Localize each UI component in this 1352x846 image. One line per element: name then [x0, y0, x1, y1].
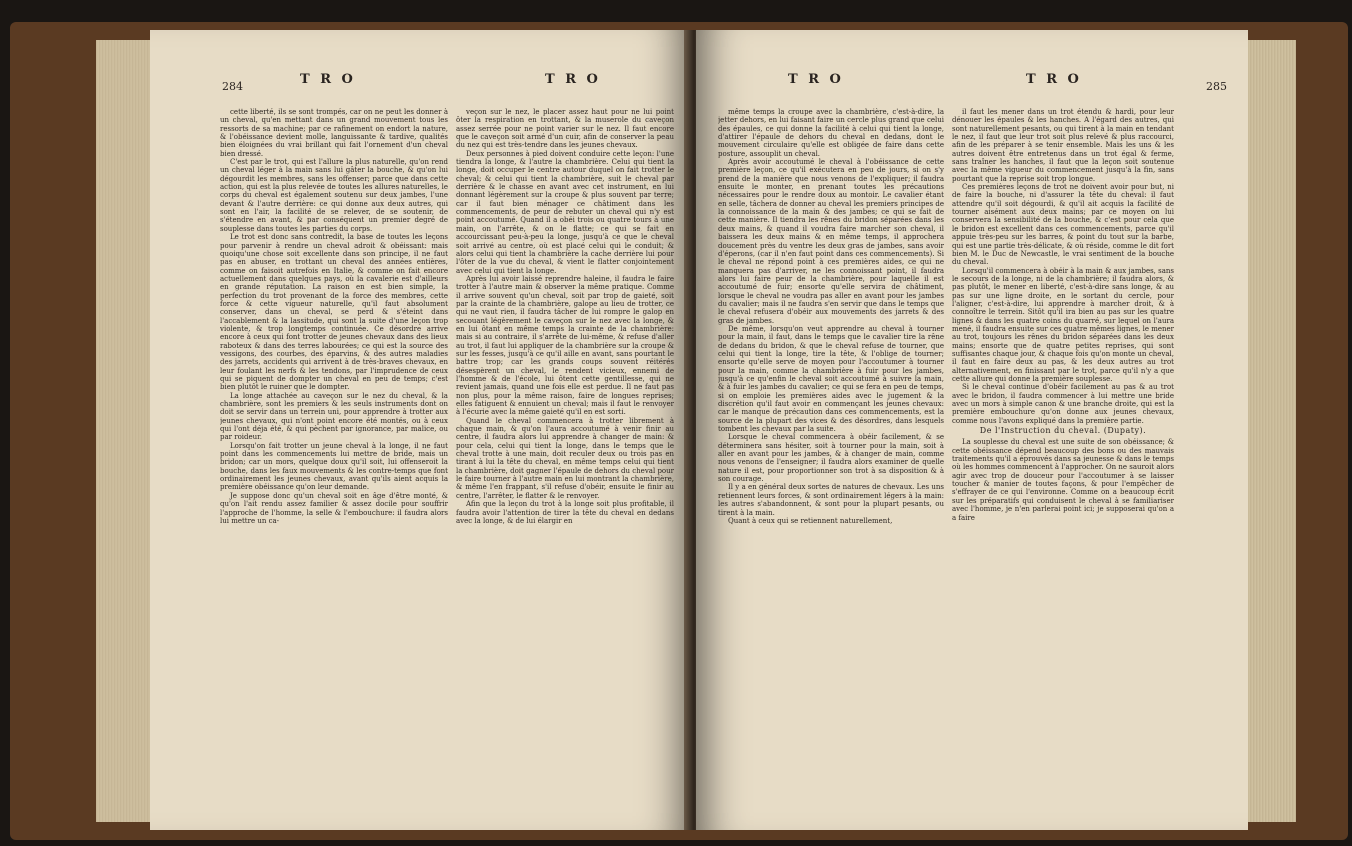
- left-column-1: [220, 108, 448, 830]
- paragraph: Après avoir accoutumé le cheval à l'obéissance de cette première leçon, ce qu'il exécutera en peu de jours, si on s'y prend de la manière que nous venons de l'expliquer; il faudra ensuite le monter, en prenant toutes les précautions nécessaires pour le rendre doux au montoir. Le cavalier étant en selle, tâchera de donner au cheval les premiers principes de la connoissance de la main & des jambes; ce qui se fait de cette manière. Il tiendra les rênes du bridon séparées dans les deux mains, & quand il voudra faire marcher son cheval, il baissera les deux mains & en même temps, il approchera doucement près du ventre les deux gras de jambes, sans avoir d'éperons, (car il n'en faut point dans ces commencements). Si le cheval ne répond point à ces premières aides, ce qui ne manquera pas d'arriver, ne les connoissant point, il faudra alors lui faire peur de la chambrière, pour laquelle il est accoutumé de fuir; ensorte qu'elle servira de châtiment, lorsque le cheval ne voudra pas aller en avant pour les jambes du cavalier; mais il ne faudra s'en servir que dans le temps que le cheval refusera d'obéir aux mouvements des jarrets & des gras de jambes.: [718, 158, 944, 325]
- paragraph: Je suppose donc qu'un cheval soit en âge d'être monté, & qu'on l'ait rendu assez familier & assez docile pour souffrir l'approche de l'homme, la selle & l'embouchure: il faudra alors lui mettre un ca-: [220, 491, 448, 525]
- right-running-head-2: T R O: [1026, 72, 1082, 87]
- paragraph: Si le cheval continue d'obéir facilement au pas & au trot avec le bridon, il faudra commencer à lui mettre une bride avec un mors à simple canon & une branche droite, qui est la première embouchure qu'on donne aux jeunes chevaux, comme nous l'avons expliqué dans la première partie.: [952, 383, 1174, 425]
- right-page-edges: [1244, 40, 1296, 822]
- right-column-2: [952, 108, 1174, 830]
- paragraph: Lorsque le cheval commencera à obéir facilement, & se déterminera sans hésiter, soit à tourner pour la main, soit à aller en avant pour les jambes, & à changer de main, comme nous venons de l'enseigner; il faudra alors examiner de quelle nature il est, pour proportionner son trot à sa disposition & à son courage.: [718, 433, 944, 484]
- paragraph: La souplesse du cheval est une suite de son obéissance; & cette obéissance dépend beaucoup des bons ou des mauvais traitements qu'il a éprouvés dans sa jeunesse & dans le temps où les hommes commencent à l'approcher. On ne sauroit alors agir avec trop de douceur pour l'accoutumer à se laisser toucher & manier de toutes façons, & pour l'empêcher de s'effrayer de ce qui l'environne. Comme on a beaucoup écrit sur les préparatifs qui conduisent le cheval à se familiariser avec l'homme, je n'en parlerai point ici; je supposerai qu'on a a faire: [952, 438, 1174, 522]
- left-page: [150, 30, 690, 830]
- paragraph: Lorsqu'il commencera à obéir à la main & aux jambes, sans le secours de la longe, ni de la chambrière; il faudra alors, & pas plutôt, le mener en liberté, c'est-à-dire sans longe, & au pas sur une ligne droite, en le sortant du cercle, pour l'aligner, c'est-à-dire, lui apprendre à marcher droit, & à connoître le terrein. Sitôt qu'il ira bien au pas sur les quatre lignes & dans les quatre coins du quarré, sur lequel on l'aura mené, il faudra ensuite sur ces quatre mêmes lignes, le mener au trot, toujours les rênes du bridon séparées dans les deux mains; ensorte que de quatre petites reprises, qui sont suffisantes chaque jour, & chaque fois qu'on monte un cheval, il faut en faire deux au pas, & les deux autres au trot alternativement, en finissant par le trot, parce qu'il n'y a que cette allure qui donne la première souplesse.: [952, 266, 1174, 383]
- paragraph: Afin que la leçon du trot à la longe soit plus profitable, il faudra avoir l'attention de tirer la tête du cheval en dedans avec la longe, & de lui élargir en: [456, 500, 674, 525]
- paragraph: Lorsqu'on fait trotter un jeune cheval à la longe, il ne faut point dans les commencements lui mettre de bride, mais un bridon; car un mors, quelque doux qu'il soit, lui offenseroit la bouche, dans les faux mouvements & les contre-temps que font ordinairement les jeunes chevaux, avant qu'ils aient acquis la première obéissance qu'on leur demande.: [220, 441, 448, 492]
- paragraph: même temps la croupe avec la chambrière, c'est-à-dire, la jetter dehors, en lui faisant faire un cercle plus grand que celui des épaules, ce qui donne la facilité à celui qui tient la longe, d'attirer l'épaule de dehors du cheval en dedans, dont le mouvement circulaire qu'elle est obligée de faire dans cette posture, assouplit un cheval.: [718, 108, 944, 158]
- paragraph: Il y a en général deux sortes de natures de chevaux. Les uns retiennent leurs forces, & sont ordinairement légers à la main: les autres s'abandonnent, & sont pour la plupart pesants, ou tirent à la main.: [718, 483, 944, 517]
- paragraph: cette liberté, ils se sont trompés, car on ne peut les donner à un cheval, qu'en mettant dans un grand mouvement tous les ressorts de sa machine; par ce rafinement on endort la nature, & l'obéissance devient molle, languissante & tardive, qualités bien éloignées du vrai brillant qui fait l'ornement d'un cheval bien dressé.: [220, 108, 448, 158]
- left-running-head-2: T R O: [545, 72, 601, 87]
- paragraph: Deux personnes à pied doivent conduire cette leçon: l'une tiendra la longe, & l'autre la chambrière. Celui qui tient la longe, doit occuper le centre autour duquel on fait trotter le cheval; & celui qui tient la chambrière, suit le cheval par derrière & le chasse en avant avec cet instrument, en lui donnant légèrement sur la croupe & plus souvent par terre; car il faut bien ménager ce châtiment dans les commencements, de peur de rebuter un cheval qui n'y est point accoutumé. Quand il a obéi trois ou quatre tours à une main, on l'arrête, & on le flatte; ce qui se fait en accourcissant peu-à-peu la longe, jusqu'à ce que le cheval soit arrivé au centre, où est placé celui qui le conduit; & alors celui qui tient la chambrière la cache derrière lui pour l'ôter de la vue du cheval, & vient le flatter conjointement avec celui qui tient la longe.: [456, 149, 674, 275]
- paragraph: Après lui avoir laissé reprendre haleine, il faudra le faire trotter à l'autre main & observer la même pratique. Comme il arrive souvent qu'un cheval, soit par trop de gaieté, soit par la crainte de la chambrière, galope au lieu de trotter, ce qui ne vaut rien, il faudra tâcher de lui rompre le galop en secouant légèrement le caveçon sur le nez avec la longe, & en lui ôtant en même temps la crainte de la chambrière: mais si au contraire, il s'arrête de lui-même, & refuse d'aller au trot, il faut lui appliquer de la chambrière sur la croupe & sur les fesses, jusqu'à ce qu'il aille en avant, sans pourtant le battre trop; car les grands coups souvent réitérés désespèrent un cheval, le rendent vicieux, ennemi de l'homme & de l'école, lui ôtent cette gentillesse, qui ne revient jamais, quand une fois elle est perdue. Il ne faut pas non plus, pour la même raison, faire de longues reprises; elles fatiguent & ennuient un cheval; mais il faut le renvoyer à l'écurie avec la même gaieté qu'il en est sorti.: [456, 274, 674, 417]
- paragraph: La longe attachée au caveçon sur le nez du cheval, & la chambrière, sont les premiers & les seuls instruments dont on doit se servir dans un terrein uni, pour apprendre à trotter aux jeunes chevaux, qui n'ont point encore été montés, ou à ceux qui l'ont déja été, & qui pèchent par ignorance, par malice, ou par roideur.: [220, 391, 448, 442]
- paragraph: Ces premières leçons de trot ne doivent avoir pour but, ni de faire la bouche, ni d'assurer la tête du cheval: il faut attendre qu'il soit dégourdi, & qu'il ait acquis la facilité de tourner aisément aux deux mains; par ce moyen on lui conservera la sensibilité de la bouche, & c'est pour cela que le bridon est excellent dans ces commencements, parce qu'il appuie très-peu sur les barres, & point du tout sur la barbe, qui est une partie très-délicate, & où réside, comme le dit fort bien M. le Duc de Newcastle, le vrai sentiment de la bouche du cheval.: [952, 183, 1174, 267]
- left-column-2: [456, 108, 674, 830]
- left-running-head-1: T R O: [300, 72, 356, 87]
- paragraph: C'est par le trot, qui est l'allure la plus naturelle, qu'on rend un cheval léger à la main sans lui gâter la bouche, & qu'on lui dégourdit les membres, sans les offenser; parce que dans cette action, qui est la plus relevée de toutes les allures naturelles, le corps du cheval est également soutenu sur deux jambes, l'une devant & l'autre derrière: ce qui donne aux deux autres, qui sont en l'air, la facilité de se relever, de se soutenir, de s'étendre en avant, & par conséquent un premier degré de souplesse dans toutes les parties du corps.: [220, 158, 448, 233]
- right-page-number: 285: [1206, 80, 1227, 93]
- right-column-1: [718, 108, 944, 830]
- paragraph: Quand le cheval commencera à trotter librement à chaque main, & qu'on l'aura accoutumé à venir finir au centre, il faudra alors lui apprendre à changer de main: & pour cela, celui qui tient la longe, dans le temps que le cheval trotte à une main, doit reculer deux ou trois pas en tirant à lui la tête du cheval, en même temps celui qui tient la chambrière, doit gagner l'épaule de dehors du cheval pour le faire tourner à l'autre main en lui montrant la chambrière, & même l'en frappant, s'il refuse d'obéir, ensuite le finir au centre, l'arrêter, le flatter & le renvoyer.: [456, 416, 674, 500]
- section-title: De l'Instruction du cheval. (Dupaty).: [979, 426, 1147, 436]
- left-page-number: 284: [222, 80, 243, 93]
- paragraph: Le trot est donc sans contredit, la base de toutes les leçons pour parvenir à rendre un cheval adroit & obéissant: mais quoiqu'une chose soit excellente dans son principe, il ne faut pas en abuser, en trottant un cheval des années entières, comme on faisoit autrefois en Italie, & comme on fait encore actuellement dans quelques pays, où la cavalerie est d'ailleurs en grande réputation. La raison en est bien simple, la perfection du trot provenant de la force des membres, cette force & cette vigueur naturelle, qu'il faut absolument conserver, dans un cheval, se perd & s'éteint dans l'accablement & la lassitude, qui sont la suite d'une leçon trop violente, & trop longtemps continuée. Ce désordre arrive encore à ceux qui font trotter de jeunes chevaux dans des lieux raboteux & dans des terres labourées; ce qui est la source des vessigons, des courbes, des éparvins, & des autres maladies des jarrets, accidents qui arrivent à de très-braves chevaux, en leur foulant les nerfs & les tendons, par l'imprudence de ceux qui se piquent de dompter un cheval en peu de temps; c'est bien plutôt le ruiner que le dompter.: [220, 233, 448, 392]
- paragraph: veçon sur le nez, le placer assez haut pour ne lui point ôter la respiration en trottant, & la muserole du caveçon assez serrée pour ne point varier sur le nez. Il faut encore que le caveçon soit armé d'un cuir, afin de conserver la peau du nez qui est très-tendre dans les jeunes chevaux.: [456, 108, 674, 150]
- left-page-edges: [96, 40, 154, 822]
- paragraph: il faut les mener dans un trot étendu & hardi, pour leur dénouer les épaules & les hanches. A l'égard des autres, qui sont naturellement pesants, ou qui tirent à la main en tendant le nez, il faut que leur trot soit plus relevé & plus raccourci, afin de les préparer à se tenir ensemble. Mais les uns & les autres doivent être entretenus dans un trot égal & ferme, sans traîner les hanches, il faut que la leçon soit soutenue avec la même vigueur du commencement jusqu'à la fin, sans pourtant que la reprise soit trop longue.: [952, 108, 1174, 183]
- right-page: [696, 30, 1248, 830]
- right-running-head-1: T R O: [788, 72, 844, 87]
- paragraph: Quant à ceux qui se retiennent naturellement,: [728, 516, 893, 525]
- paragraph: De même, lorsqu'on veut apprendre au cheval à tourner pour la main, il faut, dans le temps que le cavalier tire la rêne de dedans du bridon, & que le cheval refuse de tourner, que celui qui tient la longe, tire la tête, & l'oblige de tourner; ensorte qu'elle serve de moyen pour l'accoutumer à tourner pour la main, comme la chambrière à fuir pour les jambes, jusqu'à ce qu'enfin le cheval soit accoutumé à suivre la main, & à fuir les jambes du cavalier; ce qui se fera en peu de temps, si on emploie les premières aides avec le jugement & la discrétion qu'il faut avoir en commençant les jeunes chevaux: car le manque de précaution dans ces commencements, est la source de la plupart des vices & des désordres, dans lesquels tombent les chevaux par la suite.: [718, 324, 944, 434]
